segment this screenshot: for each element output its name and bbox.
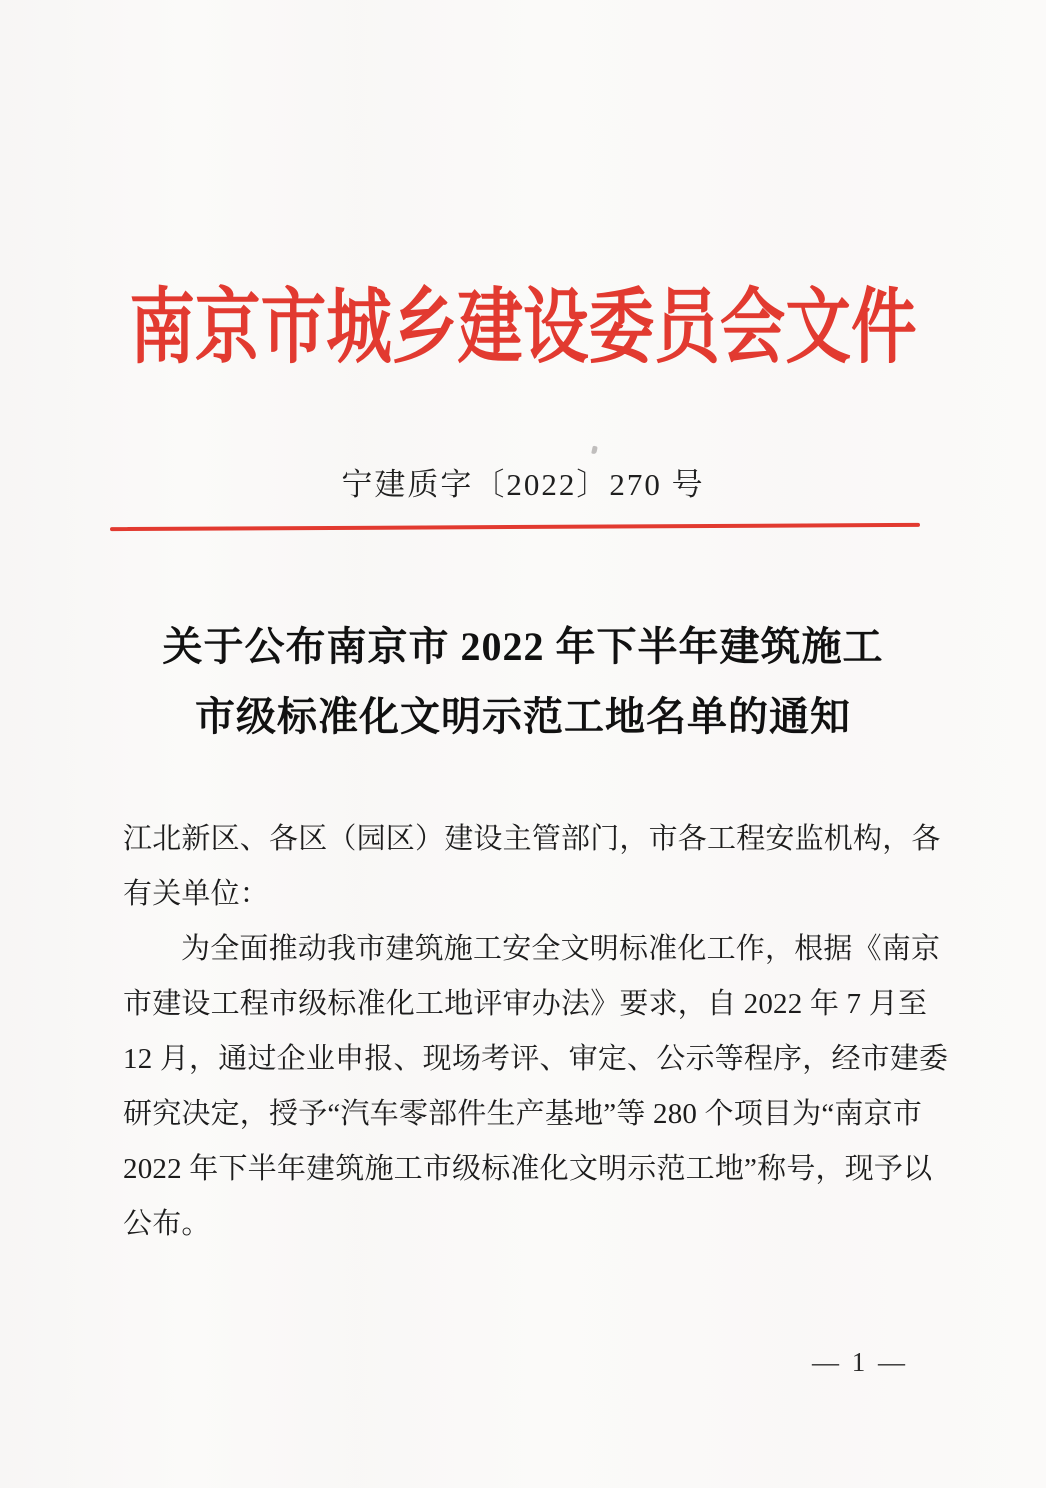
page-number: — 1 — [812, 1347, 908, 1377]
document-title-line1: 关于公布南京市 2022 年下半年建筑施工 [162, 624, 884, 669]
document-reference-number: 宁建质字〔2022〕270 号 [341, 467, 705, 502]
header-divider-line [110, 523, 920, 531]
body-line-salutation-2: 有关单位： [123, 878, 270, 910]
scan-artifact-speck [591, 446, 598, 455]
body-line-paragraph-5: 2022 年下半年建筑施工市级标准化文明示范工地”称号，现予以 [123, 1153, 933, 1185]
body-line-paragraph-1: 为全面推动我市建筑施工安全文明标准化工作，根据《南京 [181, 933, 941, 965]
body-line-paragraph-2: 市建设工程市级标准化工地评审办法》要求，自 2022 年 7 月至 [123, 988, 928, 1020]
body-line-paragraph-3: 12 月，通过企业申报、现场考评、审定、公示等程序，经市建委 [123, 1043, 949, 1075]
document-title-line2: 市级标准化文明示范工地名单的通知 [195, 694, 851, 739]
body-line-salutation-1: 江北新区、各区（园区）建设主管部门，市各工程安监机构，各 [123, 823, 941, 855]
document-title [0, 612, 1046, 752]
document-masthead-title: 南京市城乡建设委员会文件 [129, 282, 917, 373]
document-body [123, 812, 949, 1252]
body-line-paragraph-4: 研究决定，授予“汽车零部件生产基地”等 280 个项目为“南京市 [123, 1098, 923, 1130]
body-line-paragraph-6: 公布。 [123, 1208, 211, 1240]
